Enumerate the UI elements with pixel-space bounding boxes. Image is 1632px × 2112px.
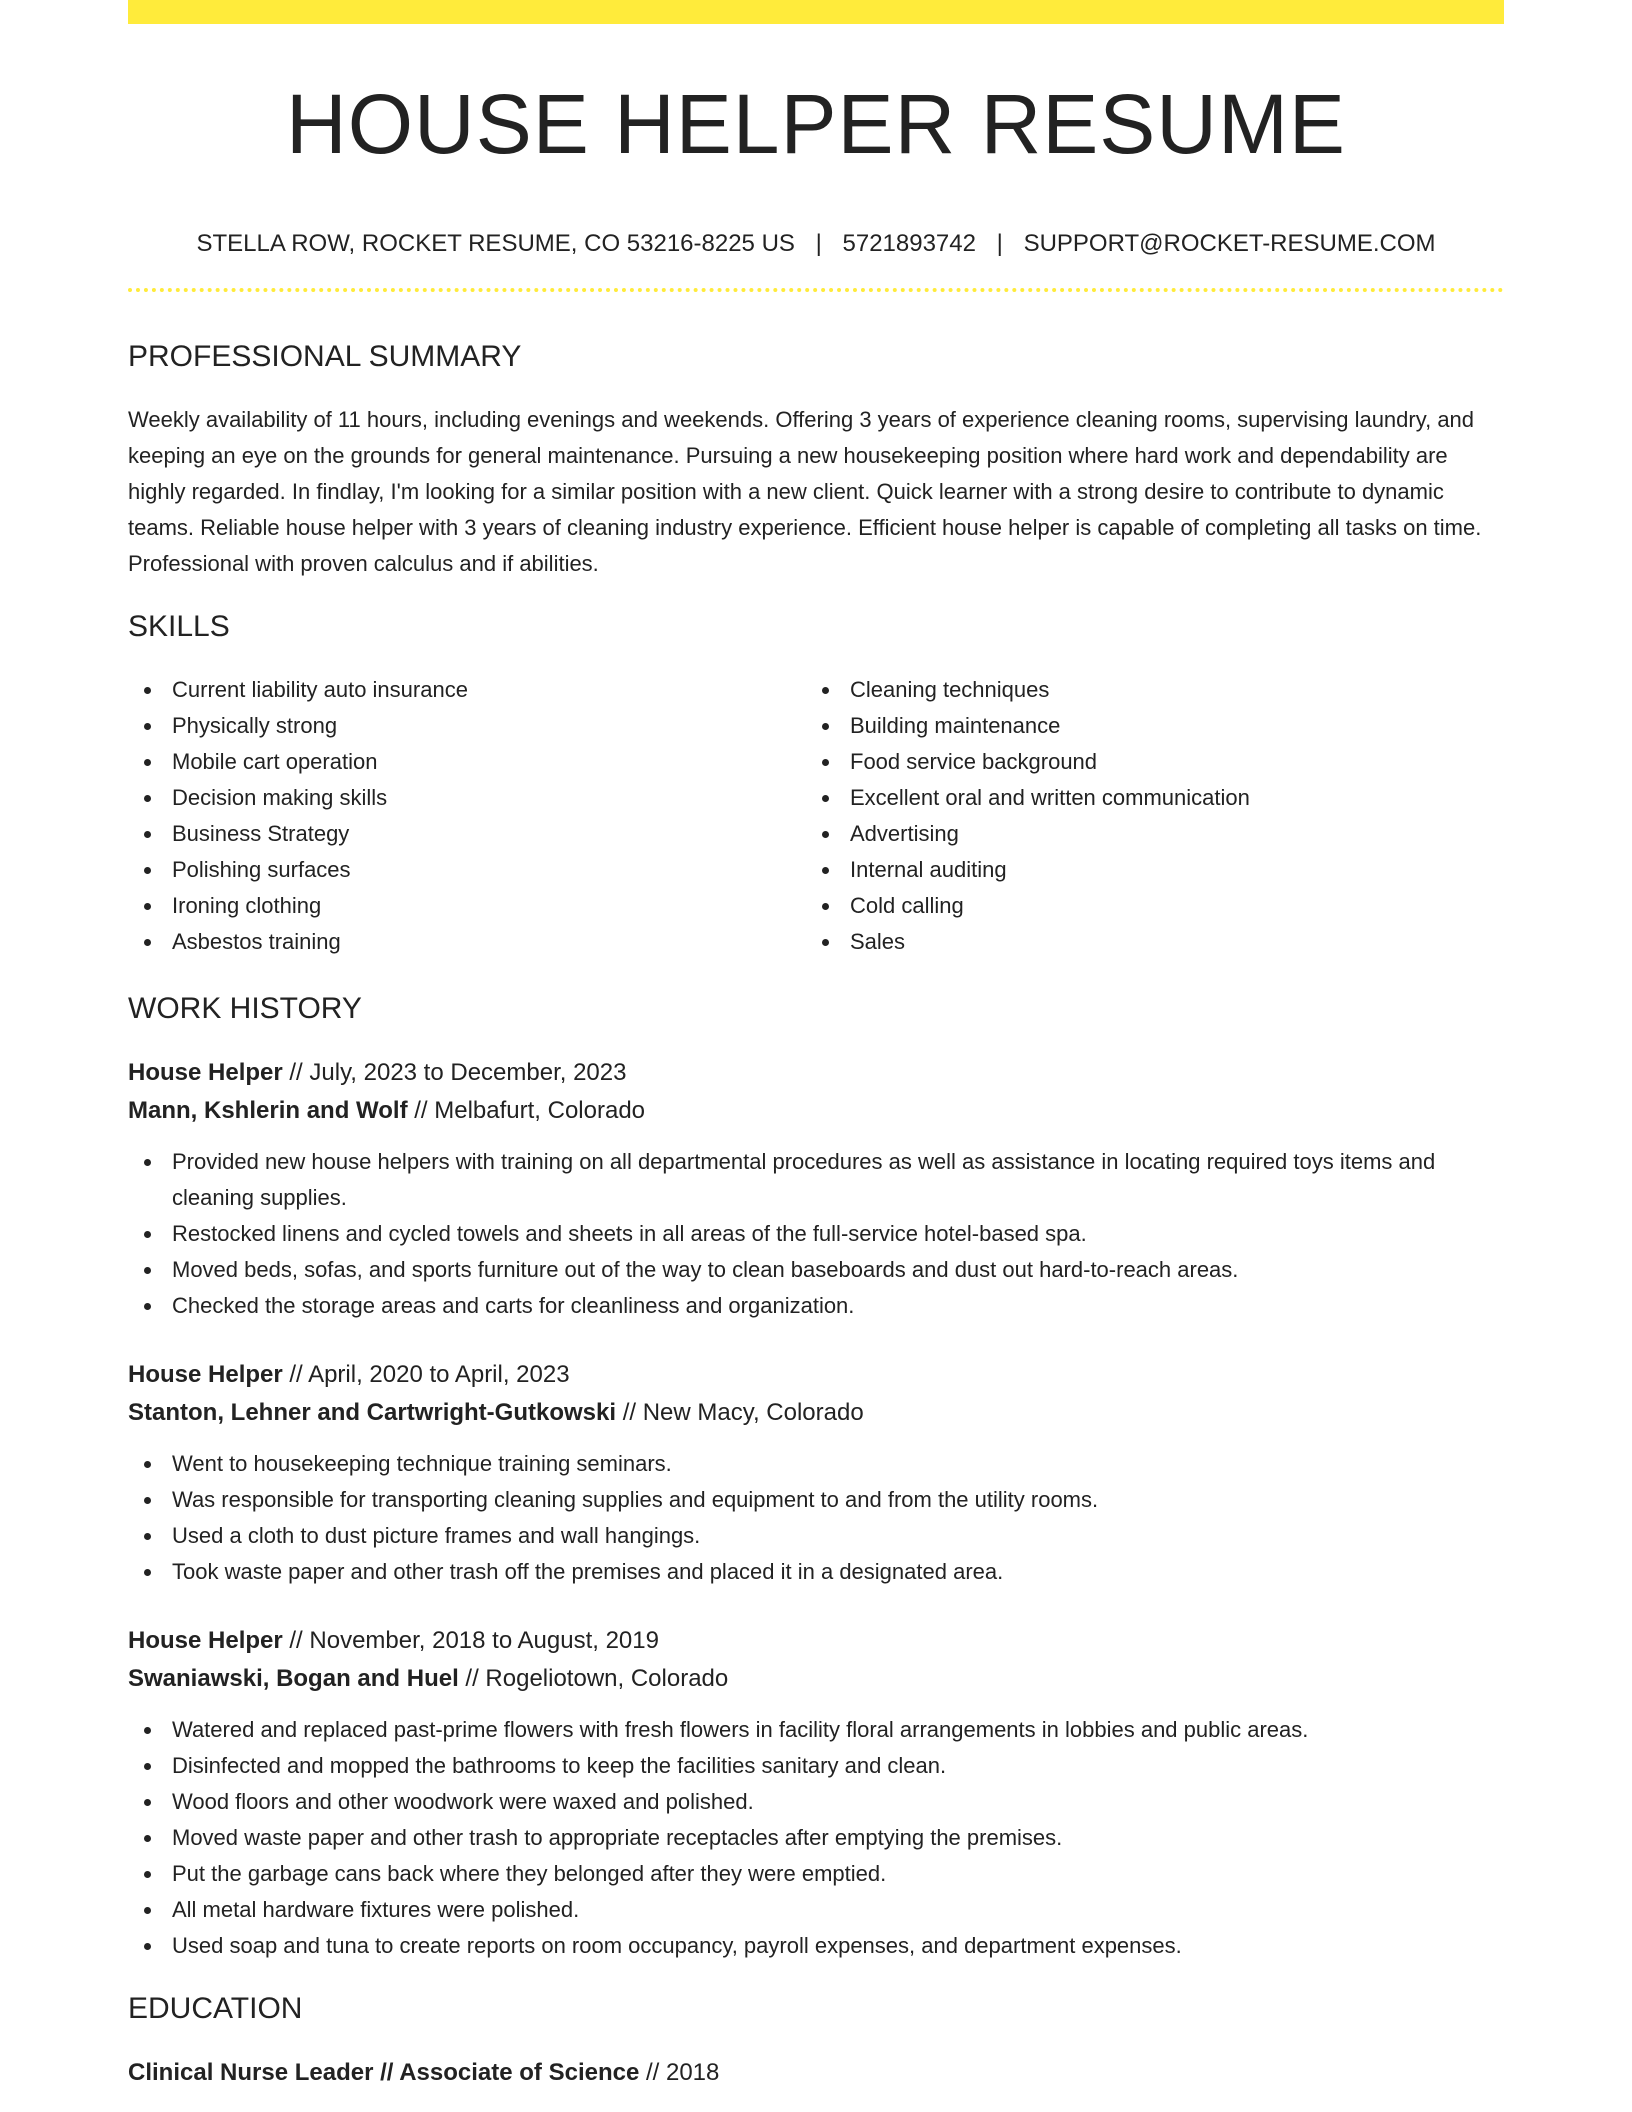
job-dates: // July, 2023 to December, 2023 — [282, 1059, 627, 1086]
duty-item: Wood floors and other woodwork were waxed and polished. — [128, 1784, 1504, 1820]
skills-column-left — [128, 672, 806, 960]
duty-item: Disinfected and mopped the bathrooms to keep the facilities sanitary and clean. — [128, 1748, 1504, 1784]
skill-item: Advertising — [806, 816, 1484, 852]
education-degree: Clinical Nurse Leader // Associate of Science — [128, 2059, 640, 2086]
job-company: Swaniawski, Bogan and Huel — [128, 1665, 459, 1692]
job-company: Mann, Kshlerin and Wolf — [128, 1097, 408, 1124]
duty-item: Moved waste paper and other trash to appropriate receptacles after emptying the premises. — [128, 1820, 1504, 1856]
job-company-line — [128, 1092, 1504, 1130]
skill-item: Food service background — [806, 744, 1484, 780]
job-location: // Rogeliotown, Colorado — [458, 1665, 729, 1692]
contact-address: STELLA ROW, ROCKET RESUME, CO 53216-8225 US — [196, 230, 795, 257]
skill-item: Internal auditing — [806, 852, 1484, 888]
duty-item: All metal hardware fixtures were polished. — [128, 1892, 1504, 1928]
duty-item: Went to housekeeping technique training seminars. — [128, 1446, 1504, 1482]
dotted-divider — [128, 288, 1504, 292]
work-history-heading: WORK HISTORY — [128, 992, 362, 1025]
job-title-line — [128, 1054, 1504, 1092]
summary-heading: PROFESSIONAL SUMMARY — [128, 340, 522, 373]
job-company-line — [128, 1660, 1504, 1698]
skill-item: Cold calling — [806, 888, 1484, 924]
contact-separator: | — [996, 230, 1003, 257]
skill-item: Sales — [806, 924, 1484, 960]
duty-item: Was responsible for transporting cleaning supplies and equipment to and from the utility rooms. — [128, 1482, 1504, 1518]
skill-item: Business Strategy — [128, 816, 806, 852]
skill-item: Mobile cart operation — [128, 744, 806, 780]
resume-page — [128, 0, 1504, 2092]
skill-item: Physically strong — [128, 708, 806, 744]
duty-item: Provided new house helpers with training on all departmental procedures as well as assistance in locating required toys items and cleaning supplies. — [128, 1144, 1504, 1216]
job-company: Stanton, Lehner and Cartwright-Gutkowski — [128, 1399, 617, 1426]
duty-item: Took waste paper and other trash off the premises and placed it in a designated area. — [128, 1554, 1504, 1590]
skill-item: Ironing clothing — [128, 888, 806, 924]
contact-line — [128, 232, 1504, 260]
duty-item: Used a cloth to dust picture frames and wall hangings. — [128, 1518, 1504, 1554]
education-heading: EDUCATION — [128, 1992, 303, 2025]
job-entry — [128, 1622, 1504, 1964]
skill-item: Current liability auto insurance — [128, 672, 806, 708]
contact-phone: 5721893742 — [842, 230, 976, 257]
duty-item: Moved beds, sofas, and sports furniture out of the way to clean baseboards and dust out hard-to-reach areas. — [128, 1252, 1504, 1288]
job-entry — [128, 1054, 1504, 1324]
top-accent-bar — [128, 0, 1504, 24]
skill-item: Excellent oral and written communication — [806, 780, 1484, 816]
job-title-line — [128, 1622, 1504, 1660]
skill-item: Building maintenance — [806, 708, 1484, 744]
job-location: // Melbafurt, Colorado — [407, 1097, 646, 1124]
contact-email: SUPPORT@ROCKET-RESUME.COM — [1023, 230, 1436, 257]
job-title-line — [128, 1356, 1504, 1394]
skills-list — [128, 672, 1504, 960]
job-entry — [128, 1356, 1504, 1590]
duty-item: Watered and replaced past-prime flowers with fresh flowers in facility floral arrangements in lobbies and public areas. — [128, 1712, 1504, 1748]
education-entry — [128, 2054, 1504, 2092]
job-title: House Helper — [128, 1627, 283, 1654]
job-duties — [128, 1712, 1504, 1964]
summary-text: Weekly availability of 11 hours, including evenings and weekends. Offering 3 years of experience cleaning rooms, supervising laundry, and keeping an eye on the grounds for general maintenance. Pursuing a new housekeeping position where hard work and dependability are highly regarded. In findlay, I'm looking for a similar position with a new client. Quick learner with a strong desire to contribute to dynamic teams. Reliable house helper with 3 years of cleaning industry experience. Efficient house helper is capable of completing all tasks on time. Professional with proven calculus and if abilities. — [128, 407, 1482, 576]
education-year: // 2018 — [639, 2059, 720, 2086]
duty-item: Restocked linens and cycled towels and sheets in all areas of the full-service hotel-based spa. — [128, 1216, 1504, 1252]
job-title: House Helper — [128, 1361, 283, 1388]
skill-item: Cleaning techniques — [806, 672, 1484, 708]
duty-item: Put the garbage cans back where they belonged after they were emptied. — [128, 1856, 1504, 1892]
job-title: House Helper — [128, 1059, 283, 1086]
contact-separator: | — [815, 230, 822, 257]
duty-item: Used soap and tuna to create reports on room occupancy, payroll expenses, and department expenses. — [128, 1928, 1504, 1964]
job-duties — [128, 1446, 1504, 1590]
skill-item: Decision making skills — [128, 780, 806, 816]
resume-title: HOUSE HELPER RESUME — [286, 77, 1346, 171]
skills-heading: SKILLS — [128, 610, 230, 643]
job-dates: // April, 2020 to April, 2023 — [282, 1361, 570, 1388]
skill-item: Polishing surfaces — [128, 852, 806, 888]
job-company-line — [128, 1394, 1504, 1432]
skill-item: Asbestos training — [128, 924, 806, 960]
job-dates: // November, 2018 to August, 2019 — [282, 1627, 659, 1654]
job-duties — [128, 1144, 1504, 1324]
job-location: // New Macy, Colorado — [616, 1399, 864, 1426]
duty-item: Checked the storage areas and carts for cleanliness and organization. — [128, 1288, 1504, 1324]
skills-column-right — [806, 672, 1484, 960]
